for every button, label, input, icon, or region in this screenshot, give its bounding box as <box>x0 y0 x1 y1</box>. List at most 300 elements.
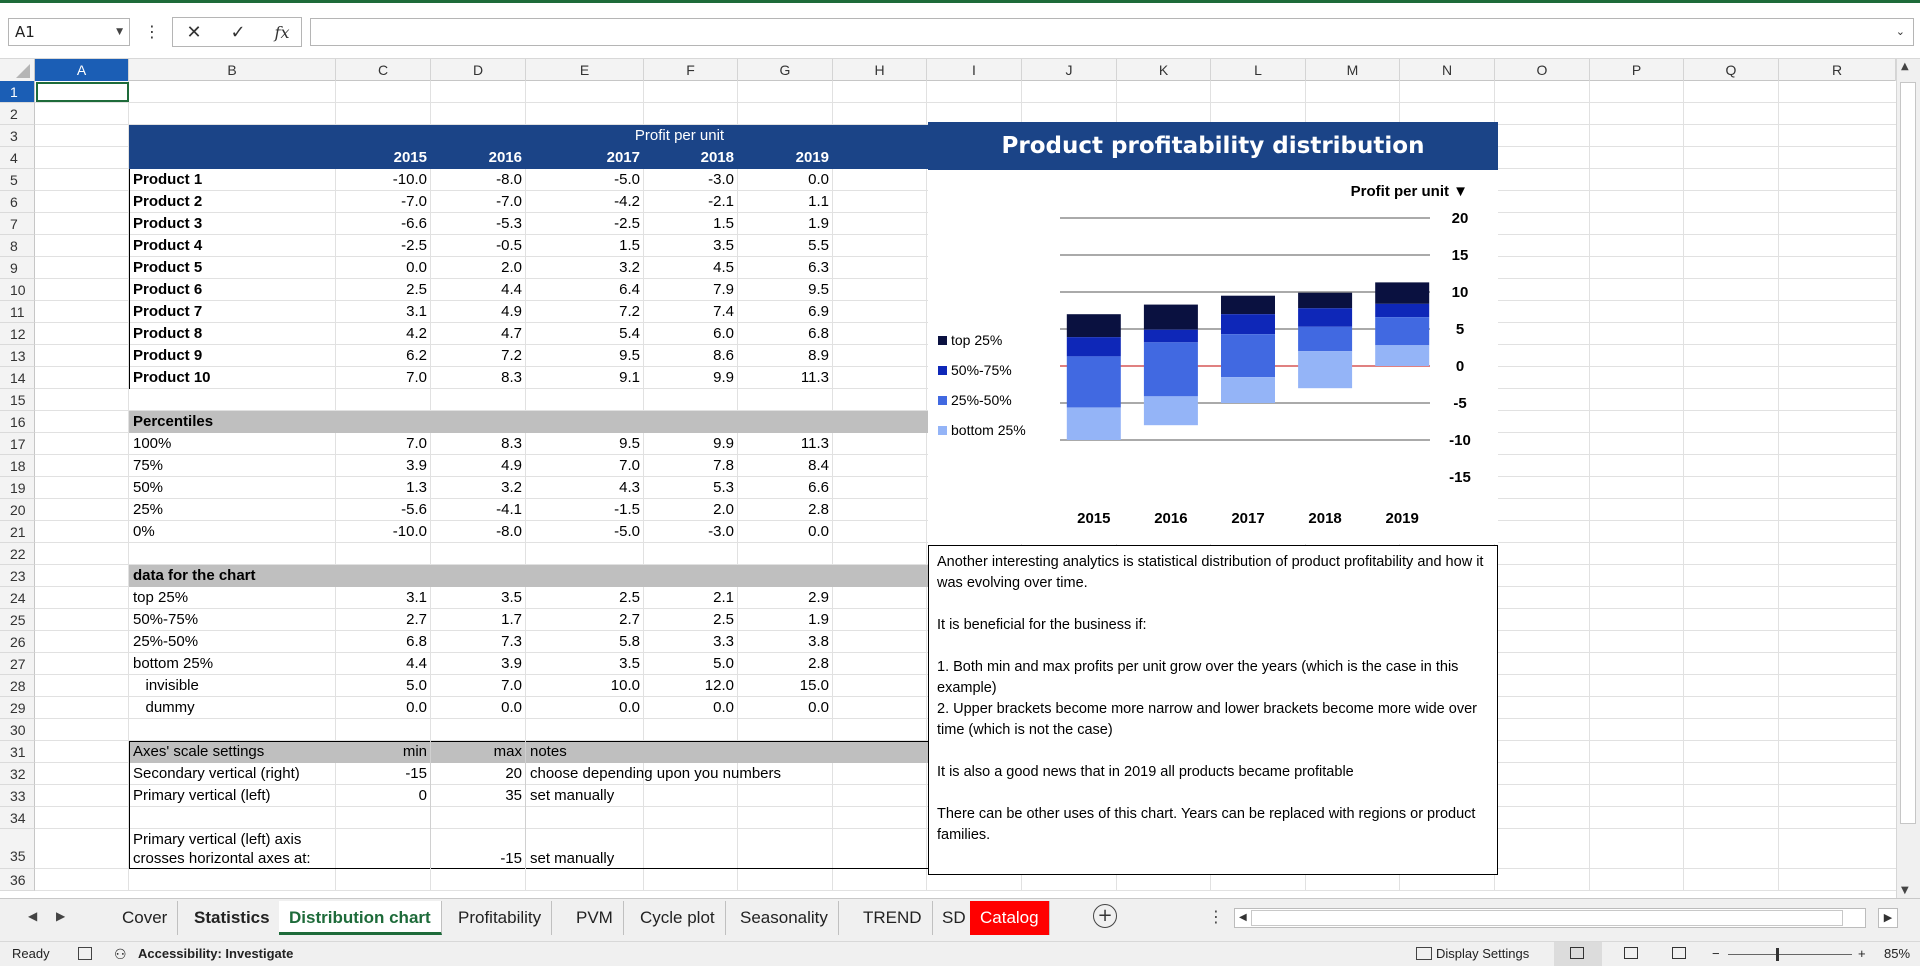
axis-max[interactable]: 35 <box>505 787 522 804</box>
axis-min[interactable]: 0 <box>418 787 427 804</box>
axis-cross-value[interactable]: -15 <box>500 850 522 867</box>
chart-series-value[interactable]: 0.0 <box>713 699 734 716</box>
profit-value[interactable]: -7.0 <box>496 193 522 210</box>
product-name[interactable]: Product 4 <box>133 237 203 254</box>
bar-50-75--2017[interactable] <box>1221 314 1275 334</box>
chart-series-value[interactable]: 3.9 <box>501 655 522 672</box>
profit-value[interactable]: -7.0 <box>401 193 427 210</box>
percentile-value[interactable]: 1.3 <box>406 479 427 496</box>
chart-series-value[interactable]: 5.0 <box>713 655 734 672</box>
row-header-13[interactable]: 13 <box>0 345 35 367</box>
note-p3b: 2. Upper brackets become more narrow and lower brackets become more wide over time (which is not the case) <box>937 701 1477 738</box>
percentile-value[interactable]: 8.4 <box>808 457 829 474</box>
percentile-value[interactable]: 4.9 <box>501 457 522 474</box>
profit-value[interactable]: 1.5 <box>619 237 640 254</box>
profit-value[interactable]: 5.5 <box>808 237 829 254</box>
bar-25-50--2018[interactable] <box>1298 327 1352 351</box>
chart-series-value[interactable]: 0.0 <box>406 699 427 716</box>
axis-name[interactable]: Primary vertical (left) <box>133 787 271 804</box>
chart-series-value[interactable]: 3.5 <box>501 589 522 606</box>
profit-value[interactable]: 6.9 <box>808 303 829 320</box>
profit-value[interactable]: 3.2 <box>619 259 640 276</box>
y-tick-label: 20 <box>1451 210 1469 227</box>
percentile-value[interactable]: 3.2 <box>501 479 522 496</box>
column-header-l[interactable]: L <box>1211 59 1306 81</box>
legend-swatch <box>938 426 947 435</box>
profit-value[interactable]: -4.2 <box>614 193 640 210</box>
percentile-value[interactable]: 7.8 <box>713 457 734 474</box>
product-name[interactable]: Product 9 <box>133 347 203 364</box>
profit-value[interactable]: 0.0 <box>808 171 829 188</box>
chart-series-value[interactable]: 2.9 <box>808 589 829 606</box>
chart-series-value[interactable]: 2.8 <box>808 655 829 672</box>
profit-value[interactable]: 4.9 <box>501 303 522 320</box>
profit-value[interactable]: 6.4 <box>619 281 640 298</box>
percentile-value[interactable]: -3.0 <box>708 523 734 540</box>
chart-series-value[interactable]: 3.8 <box>808 633 829 650</box>
chart-series-value[interactable]: 3.1 <box>406 589 427 606</box>
macro-record-icon[interactable] <box>78 947 92 960</box>
row-header-18[interactable]: 18 <box>0 455 35 477</box>
row-header-7[interactable]: 7 <box>0 213 35 235</box>
axes-header-label[interactable]: Axes' scale settings <box>133 743 265 760</box>
bar-top-25--2018[interactable] <box>1298 293 1352 309</box>
percentile-value[interactable]: -10.0 <box>392 523 427 540</box>
percentile-value[interactable]: 2.8 <box>808 501 829 518</box>
chart-plot <box>928 170 1498 544</box>
row-header-20[interactable]: 20 <box>0 499 35 521</box>
axis-name[interactable]: Secondary vertical (right) <box>133 765 300 782</box>
row-header-23[interactable]: 23 <box>0 565 35 587</box>
profit-value[interactable]: 8.9 <box>808 347 829 364</box>
expand-formula-icon[interactable]: ⌄ <box>1895 25 1905 38</box>
column-gridline <box>1589 81 1590 891</box>
prev-sheet-icon[interactable]: ◀ <box>28 909 38 923</box>
column-header-m[interactable]: M <box>1306 59 1400 81</box>
chart-series-value[interactable]: 0.0 <box>501 699 522 716</box>
chart-series-value[interactable]: 1.9 <box>808 611 829 628</box>
x-tick-label: 2017 <box>1231 510 1265 527</box>
percentile-value[interactable]: 9.9 <box>713 435 734 452</box>
chart-series-value[interactable]: 4.4 <box>406 655 427 672</box>
profit-value[interactable]: -5.0 <box>614 171 640 188</box>
row-header-36[interactable]: 36 <box>0 869 35 891</box>
legend-swatch <box>938 396 947 405</box>
row-header-34[interactable]: 34 <box>0 807 35 829</box>
year-header[interactable]: 2018 <box>700 149 734 166</box>
accessibility-status[interactable]: Accessibility: Investigate <box>138 946 294 961</box>
bar-bottom-25--2015[interactable] <box>1067 407 1121 440</box>
percentile-value[interactable]: 6.6 <box>808 479 829 496</box>
bar-25-50--2017[interactable] <box>1221 334 1275 377</box>
formula-input[interactable] <box>310 18 1914 46</box>
profit-value[interactable]: 8.6 <box>713 347 734 364</box>
axis-max[interactable]: 20 <box>505 765 522 782</box>
row-header-22[interactable]: 22 <box>0 543 35 565</box>
chart-series-label[interactable]: invisible <box>133 677 199 694</box>
profit-value[interactable]: -2.5 <box>614 215 640 232</box>
row-gridline <box>35 890 1896 891</box>
percentile-value[interactable]: 7.0 <box>619 457 640 474</box>
page-layout-view-icon[interactable] <box>1624 947 1638 959</box>
chart-series-value[interactable]: 0.0 <box>808 699 829 716</box>
chart-series-label[interactable]: 50%-75% <box>133 611 199 628</box>
tab-split-handle-icon[interactable]: ⋮ <box>1208 907 1224 926</box>
profit-value[interactable]: 6.8 <box>808 325 829 342</box>
row-header-15[interactable]: 15 <box>0 389 35 411</box>
profit-value[interactable]: 8.3 <box>501 369 522 386</box>
percentile-label[interactable]: 75% <box>133 457 164 474</box>
product-name[interactable]: Product 2 <box>133 193 203 210</box>
chart-series-value[interactable]: 2.7 <box>619 611 640 628</box>
table-border <box>129 169 1022 389</box>
column-header-i[interactable]: I <box>927 59 1022 81</box>
column-header-a[interactable]: A <box>35 59 129 81</box>
column-header-r[interactable]: R <box>1779 59 1896 81</box>
profit-value[interactable]: -10.0 <box>392 171 427 188</box>
vertical-scroll-thumb[interactable] <box>1900 82 1916 824</box>
percentile-value[interactable]: -4.1 <box>496 501 522 518</box>
sheet-tab-cycle-plot[interactable]: Cycle plot <box>630 901 726 935</box>
column-header-k[interactable]: K <box>1117 59 1211 81</box>
chart-series-value[interactable]: 0.0 <box>619 699 640 716</box>
profit-value[interactable]: 1.1 <box>808 193 829 210</box>
chart-series-label[interactable]: 25%-50% <box>133 633 199 650</box>
column-header-h[interactable]: H <box>833 59 927 81</box>
percentile-value[interactable]: 2.0 <box>713 501 734 518</box>
chart-series-value[interactable]: 2.1 <box>713 589 734 606</box>
sheet-tab-trend[interactable]: TREND <box>853 901 933 935</box>
profit-value[interactable]: 9.5 <box>808 281 829 298</box>
scroll-right-icon[interactable]: ▶ <box>1878 908 1898 928</box>
chart-series-label[interactable]: bottom 25% <box>133 655 214 672</box>
percentile-value[interactable]: -1.5 <box>614 501 640 518</box>
y-tick-label: 0 <box>1455 358 1465 375</box>
profit-value[interactable]: -5.3 <box>496 215 522 232</box>
chart-series-value[interactable]: 12.0 <box>704 677 734 694</box>
row-header-31[interactable]: 31 <box>0 741 35 763</box>
profit-value[interactable]: 9.1 <box>619 369 640 386</box>
chart-series-value[interactable]: 6.8 <box>406 633 427 650</box>
profit-value[interactable]: 4.5 <box>713 259 734 276</box>
row-header-24[interactable]: 24 <box>0 587 35 609</box>
percentile-label[interactable]: 50% <box>133 479 164 496</box>
sheet-tab-profitability[interactable]: Profitability <box>448 901 552 935</box>
row-header-3[interactable]: 3 <box>0 125 35 147</box>
profit-value[interactable]: 7.2 <box>619 303 640 320</box>
column-header-n[interactable]: N <box>1400 59 1495 81</box>
chart-series-value[interactable]: 1.7 <box>501 611 522 628</box>
bar-50-75--2019[interactable] <box>1375 304 1429 317</box>
bar-bottom-25--2016[interactable] <box>1144 396 1198 425</box>
bar-top-25--2016[interactable] <box>1144 305 1198 330</box>
year-header[interactable]: 2015 <box>393 149 427 166</box>
legend-label: top 25% <box>951 332 1003 348</box>
chart-series-label[interactable]: top 25% <box>133 589 189 606</box>
insert-function-icon[interactable]: fx <box>274 23 290 42</box>
column-header-g[interactable]: G <box>738 59 833 81</box>
bar-bottom-25--2017[interactable] <box>1221 377 1275 403</box>
row-header-17[interactable]: 17 <box>0 433 35 455</box>
profit-value[interactable]: -8.0 <box>496 171 522 188</box>
profit-value[interactable]: 9.5 <box>619 347 640 364</box>
row-header-26[interactable]: 26 <box>0 631 35 653</box>
profit-value[interactable]: -2.1 <box>708 193 734 210</box>
y-axis-title: Profit per unit ▼ <box>1350 183 1468 200</box>
year-header[interactable]: 2016 <box>488 149 522 166</box>
x-tick-label: 2015 <box>1077 510 1111 527</box>
profit-value[interactable]: 9.9 <box>713 369 734 386</box>
axis-note[interactable]: set manually <box>530 787 615 804</box>
product-name[interactable]: Product 3 <box>133 215 203 232</box>
product-name[interactable]: Product 6 <box>133 281 203 298</box>
chart-series-value[interactable]: 2.5 <box>713 611 734 628</box>
y-tick-label: 15 <box>1451 247 1469 264</box>
next-sheet-icon[interactable]: ▶ <box>56 909 66 923</box>
sheet-tab-pvm[interactable]: PVM <box>566 901 624 935</box>
percentile-value[interactable]: 8.3 <box>501 435 522 452</box>
profit-value[interactable]: 6.0 <box>713 325 734 342</box>
page-break-view-icon[interactable] <box>1672 947 1686 959</box>
bar-50-75--2015[interactable] <box>1067 337 1121 356</box>
x-tick-label: 2019 <box>1385 510 1419 527</box>
percentile-label[interactable]: 100% <box>133 435 172 452</box>
legend-label: bottom 25% <box>951 422 1026 438</box>
row-gridline <box>35 102 1896 103</box>
row-header-16[interactable]: 16 <box>0 411 35 433</box>
profit-value[interactable]: 7.0 <box>406 369 427 386</box>
column-gridline <box>1683 81 1684 891</box>
status-bar <box>0 941 1920 966</box>
formula-bar <box>0 3 1920 59</box>
sheet-tab-cover[interactable]: Cover <box>112 901 178 935</box>
row-header-12[interactable]: 12 <box>0 323 35 345</box>
axis-cross-label[interactable]: Primary vertical (left) axis <box>133 831 302 848</box>
percentile-value[interactable]: 5.3 <box>713 479 734 496</box>
profit-value[interactable]: 4.2 <box>406 325 427 342</box>
row-header-1[interactable]: 1 <box>0 81 35 103</box>
profit-value[interactable]: 2.5 <box>406 281 427 298</box>
product-name[interactable]: Product 8 <box>133 325 203 342</box>
bar-25-50--2015[interactable] <box>1067 356 1121 407</box>
column-header-q[interactable]: Q <box>1684 59 1779 81</box>
name-box-dropdown-icon[interactable]: ▼ <box>116 27 123 37</box>
row-header-27[interactable]: 27 <box>0 653 35 675</box>
more-options-icon[interactable]: ⋮ <box>144 22 160 41</box>
y-tick-label: 5 <box>1455 321 1465 338</box>
profit-value[interactable]: 1.5 <box>713 215 734 232</box>
profit-value[interactable]: 6.2 <box>406 347 427 364</box>
notes-textbox[interactable] <box>928 545 1498 875</box>
select-all-corner[interactable] <box>0 59 35 81</box>
profit-value[interactable]: 0.0 <box>406 259 427 276</box>
row-header-2[interactable]: 2 <box>0 103 35 125</box>
row-header-5[interactable]: 5 <box>0 169 35 191</box>
section-title[interactable]: data for the chart <box>133 567 256 584</box>
year-header[interactable]: 2019 <box>795 149 829 166</box>
profit-value[interactable]: 3.1 <box>406 303 427 320</box>
scroll-left-icon[interactable]: ◀ <box>1239 912 1247 923</box>
bar-top-25--2015[interactable] <box>1067 314 1121 337</box>
axis-note[interactable]: choose depending upon you numbers <box>530 765 782 782</box>
row-header-10[interactable]: 10 <box>0 279 35 301</box>
note-p1: Another interesting analytics is statistical distribution of product profitability and how it was evolving over time. <box>937 554 1484 591</box>
enter-icon[interactable]: ✓ <box>230 22 246 43</box>
row-header-32[interactable]: 32 <box>0 763 35 785</box>
profit-value[interactable]: 7.9 <box>713 281 734 298</box>
bar-bottom-25--2018[interactable] <box>1298 351 1352 388</box>
bar-25-50--2019[interactable] <box>1375 317 1429 345</box>
chart-series-value[interactable]: 2.7 <box>406 611 427 628</box>
chart-series-value[interactable]: 3.3 <box>713 633 734 650</box>
sheet-tab-statistics[interactable]: Statistics <box>184 901 281 935</box>
chart-series-value[interactable]: 5.0 <box>406 677 427 694</box>
column-header-j[interactable]: J <box>1022 59 1117 81</box>
axis-cross-label[interactable]: crosses horizontal axes at: <box>133 850 311 867</box>
y-tick-label: -10 <box>1449 432 1471 449</box>
active-cell-a1[interactable] <box>36 82 129 102</box>
sheet-tab-seasonality[interactable]: Seasonality <box>730 901 839 935</box>
chart-series-value[interactable]: 15.0 <box>799 677 829 694</box>
zoom-level[interactable]: 85% <box>1884 946 1911 961</box>
bar-top-25--2019[interactable] <box>1375 282 1429 303</box>
chart-series-label[interactable]: dummy <box>133 699 195 716</box>
axes-header-notes[interactable]: notes <box>530 743 567 760</box>
row-header-14[interactable]: 14 <box>0 367 35 389</box>
row-header-11[interactable]: 11 <box>0 301 35 323</box>
row-header-35[interactable]: 35 <box>0 829 35 869</box>
row-header-9[interactable]: 9 <box>0 257 35 279</box>
column-header-d[interactable]: D <box>431 59 526 81</box>
note-p2: It is beneficial for the business if: <box>937 617 1147 633</box>
axes-header-min[interactable]: min <box>402 743 427 760</box>
display-settings[interactable]: Display Settings <box>1436 946 1530 961</box>
cancel-icon[interactable]: ✕ <box>186 22 202 43</box>
axes-header-max[interactable]: max <box>493 743 522 760</box>
bar-25-50--2016[interactable] <box>1144 342 1198 396</box>
profit-value[interactable]: 3.5 <box>713 237 734 254</box>
normal-view-icon <box>1570 947 1584 959</box>
legend-label: 50%-75% <box>951 362 1012 378</box>
row-header-30[interactable]: 30 <box>0 719 35 741</box>
column-header-e[interactable]: E <box>526 59 644 81</box>
new-sheet-icon[interactable]: + <box>1093 904 1117 928</box>
chart-series-value[interactable]: 2.5 <box>619 589 640 606</box>
profit-value[interactable]: -0.5 <box>496 237 522 254</box>
percentile-value[interactable]: 3.9 <box>406 457 427 474</box>
profit-value[interactable]: 1.9 <box>808 215 829 232</box>
scroll-down-icon[interactable]: ▼ <box>1901 885 1909 896</box>
percentile-value[interactable]: 7.0 <box>406 435 427 452</box>
year-header[interactable]: 2017 <box>606 149 640 166</box>
row-header-29[interactable]: 29 <box>0 697 35 719</box>
zoom-in-icon[interactable]: + <box>1858 946 1866 961</box>
name-box[interactable] <box>8 18 130 46</box>
column-header-b[interactable]: B <box>129 59 336 81</box>
zoom-slider-thumb[interactable] <box>1776 948 1779 961</box>
percentile-value[interactable]: 0.0 <box>808 523 829 540</box>
percentile-value[interactable]: -5.0 <box>614 523 640 540</box>
bar-top-25--2017[interactable] <box>1221 296 1275 315</box>
chart-area[interactable] <box>928 122 1498 544</box>
scroll-up-icon[interactable]: ▲ <box>1901 61 1909 72</box>
chart-series-value[interactable]: 10.0 <box>610 677 640 694</box>
percentile-value[interactable]: -8.0 <box>496 523 522 540</box>
column-header-p[interactable]: P <box>1590 59 1684 81</box>
horizontal-scroll-thumb[interactable] <box>1251 910 1843 926</box>
profit-value[interactable]: 4.7 <box>501 325 522 342</box>
percentile-value[interactable]: 4.3 <box>619 479 640 496</box>
row-header-28[interactable]: 28 <box>0 675 35 697</box>
row-header-19[interactable]: 19 <box>0 477 35 499</box>
profit-value[interactable]: 7.2 <box>501 347 522 364</box>
profit-value[interactable]: -3.0 <box>708 171 734 188</box>
display-settings-icon[interactable] <box>1416 947 1432 960</box>
profit-value[interactable]: 4.4 <box>501 281 522 298</box>
profit-value[interactable]: 2.0 <box>501 259 522 276</box>
axis-min[interactable]: -15 <box>405 765 427 782</box>
row-header-21[interactable]: 21 <box>0 521 35 543</box>
y-tick-label: -15 <box>1449 469 1471 486</box>
legend-swatch <box>938 336 947 345</box>
profit-value[interactable]: 6.3 <box>808 259 829 276</box>
section-title[interactable]: Percentiles <box>133 413 214 430</box>
zoom-out-icon[interactable]: − <box>1712 946 1720 961</box>
row-header-25[interactable]: 25 <box>0 609 35 631</box>
chart-series-value[interactable]: 3.5 <box>619 655 640 672</box>
chart-series-value[interactable]: 7.3 <box>501 633 522 650</box>
profit-value[interactable]: 5.4 <box>619 325 640 342</box>
column-header-c[interactable]: C <box>336 59 431 81</box>
percentile-value[interactable]: 9.5 <box>619 435 640 452</box>
bar-50-75--2016[interactable] <box>1144 330 1198 343</box>
percentile-label[interactable]: 25% <box>133 501 164 518</box>
formula-buttons <box>172 17 302 47</box>
profit-value[interactable]: -6.6 <box>401 215 427 232</box>
product-name[interactable]: Product 5 <box>133 259 203 276</box>
product-name[interactable]: Product 1 <box>133 171 203 188</box>
axis-cross-note[interactable]: set manually <box>530 850 615 867</box>
row-header-6[interactable]: 6 <box>0 191 35 213</box>
column-header-f[interactable]: F <box>644 59 738 81</box>
horizontal-scrollbar[interactable] <box>1234 908 1866 928</box>
accessibility-icon: ⚇ <box>114 946 127 962</box>
product-name[interactable]: Product 7 <box>133 303 203 320</box>
percentile-value[interactable]: 11.3 <box>800 435 829 452</box>
chart-series-value[interactable]: 7.0 <box>501 677 522 694</box>
bar-50-75--2018[interactable] <box>1298 308 1352 327</box>
product-name[interactable]: Product 10 <box>133 369 211 386</box>
bar-bottom-25--2019[interactable] <box>1375 345 1429 366</box>
table-title[interactable]: Profit per unit <box>634 127 725 144</box>
row-header-8[interactable]: 8 <box>0 235 35 257</box>
axes-column-divider <box>525 741 526 869</box>
sheet-tab-bar <box>0 898 1920 941</box>
sheet-tab-sd[interactable]: SD <box>932 901 977 935</box>
percentile-value[interactable]: -5.6 <box>401 501 427 518</box>
profit-value[interactable]: -2.5 <box>401 237 427 254</box>
row-header-33[interactable]: 33 <box>0 785 35 807</box>
chart-series-value[interactable]: 5.8 <box>619 633 640 650</box>
sheet-tab-distribution-chart[interactable]: Distribution chart <box>279 901 442 935</box>
zoom-slider[interactable] <box>1728 954 1852 955</box>
percentile-label[interactable]: 0% <box>133 523 155 540</box>
profit-value[interactable]: 11.3 <box>800 369 829 386</box>
sheet-tab-catalog[interactable]: Catalog <box>970 901 1050 935</box>
column-header-o[interactable]: O <box>1495 59 1590 81</box>
row-header-4[interactable]: 4 <box>0 147 35 169</box>
profit-value[interactable]: 7.4 <box>713 303 734 320</box>
